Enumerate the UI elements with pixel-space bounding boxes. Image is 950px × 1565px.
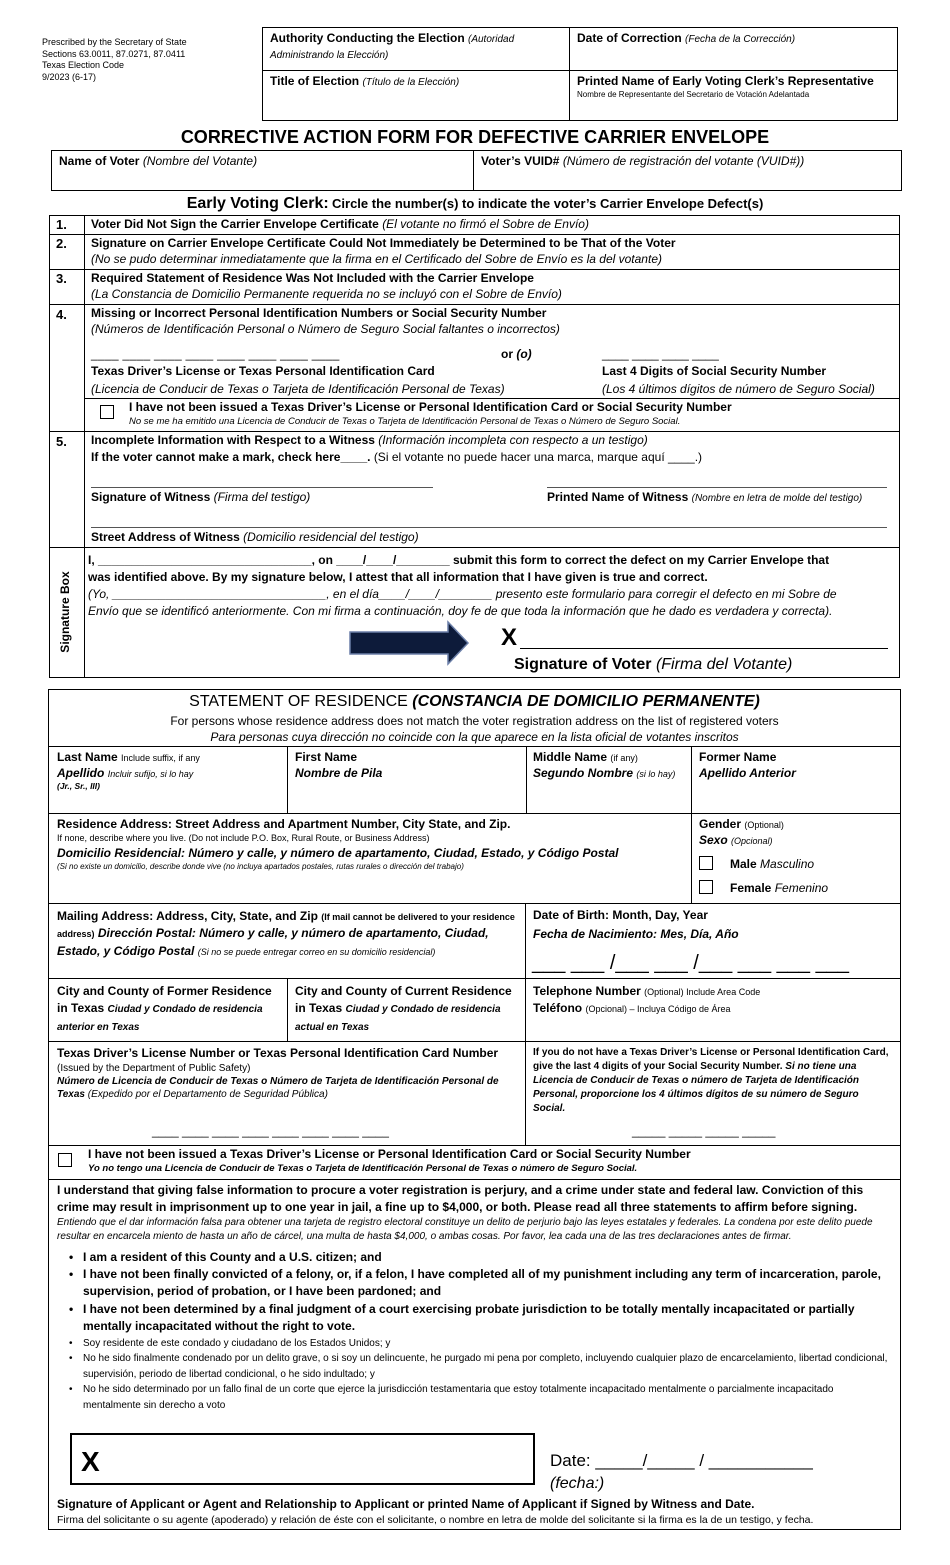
witness-street-label <box>91 530 419 546</box>
voter-signature-line[interactable] <box>520 648 888 649</box>
last-name-field[interactable] <box>50 747 286 795</box>
authority-field[interactable] <box>263 28 569 65</box>
attestation-line-1[interactable]: I, ________________________________, on ____/____/________ submit this form to correct the defect on my Carrier Envelope that <box>88 553 830 567</box>
residence-address-note: If none, describe where you live. (Do not include P.O. Box, Rural Route, or Business Address) <box>57 832 430 843</box>
former-name-label: Former Name <box>699 750 777 764</box>
dob-field[interactable] <box>526 905 900 945</box>
sor-subtitle-es: Para personas cuya dirección no coincide con la que aparece en la lista oficial de votantes inscritos <box>210 730 739 744</box>
current-city-label: City and County of Current Residence in Texas <box>295 984 512 1016</box>
sor-dl-note: (Issued by the Department of Public Safety) <box>57 1062 251 1074</box>
former-city-label: City and County of Former Residence in Texas <box>57 984 272 1016</box>
sor-subtitle: For persons whose residence address does not match the voter registration address on the list of registered voters <box>170 714 779 728</box>
gender-label-es: Sexo <box>699 832 728 847</box>
voter-signature-label <box>514 655 792 676</box>
authority-label-es: (Autoridad Administrando la Elección) <box>270 34 515 61</box>
prescribed-line: 9/2023 (6-17) <box>42 71 97 82</box>
defect-4-no-id <box>129 400 732 428</box>
defect-4-text-es: (Números de Identificación Personal o Número de Seguro Social faltantes o incorrectos) <box>91 321 560 336</box>
mailing-address-label-es: Dirección Postal: Número y calle, y número de apartamento, Ciudad, Estado, y Código Postal <box>57 926 489 958</box>
title-election-field[interactable] <box>263 71 569 93</box>
clerk-instruction <box>0 194 950 215</box>
sor-ssn-field[interactable] <box>526 1043 900 1119</box>
defect-5-text: Incomplete Information with Respect to a Witness <box>91 433 375 447</box>
voter-name-label-es: (Nombre del Votante) <box>142 154 258 168</box>
phone-label-es: Teléfono <box>533 1001 583 1016</box>
male-label: Male <box>730 857 757 871</box>
gender-field <box>692 814 900 851</box>
first-name-field[interactable] <box>288 747 525 784</box>
dob-blanks[interactable]: ___ ___ /___ ___ /___ ___ ___ ___ <box>532 952 849 974</box>
affirmation-item-es: • No he sido finalmente condenado por un delito grave, o si soy un delincuente, he purgado mi pena por completo, incluyendo cualquier plazo de encarcelamiento, libertad condicional, supervisión, periodo de libertad condicional, o he sido indultado; y <box>57 1351 889 1382</box>
last-name-note: Include suffix, if any <box>121 753 200 763</box>
gender-label: Gender <box>699 817 742 831</box>
witness-street-text: Street Address of Witness <box>91 530 240 544</box>
authority-label: Authority Conducting the Election <box>270 31 465 45</box>
residence-address-field[interactable] <box>50 814 690 875</box>
title-election-label: Title of Election <box>270 74 360 88</box>
defect-4-no-id-checkbox[interactable] <box>100 405 114 419</box>
sor-no-id <box>88 1147 691 1175</box>
or-label: or <box>501 347 513 361</box>
prescribed-line: Sections 63.0011, 87.0271, 87.0411 <box>42 48 186 59</box>
affirmations-en <box>57 1249 889 1336</box>
male-option <box>730 857 814 873</box>
sor-title <box>48 692 901 713</box>
affirmation-item-es: • No he sido determinado por un fallo final de un corte que ejerce la jurisdicción testamentaria que estoy totalmente incapacitado mentalmente o parcialmente incapacitado mentalmente sin derecho a voto <box>57 1382 889 1413</box>
defect-5-mark[interactable] <box>91 450 702 466</box>
defect-4-ssn-blanks[interactable]: ____ ____ ____ ____ <box>602 347 719 361</box>
former-city-label-es: Ciudad y Condado de residencia anterior en Texas <box>57 1004 263 1033</box>
prescribed-notice <box>42 37 242 83</box>
residence-address-label-es: Domicilio Residencial: Número y calle, y número de apartamento, Ciudad, Estado, y Código Postal <box>57 846 619 861</box>
mailing-address-label: Mailing Address: Address, City, State, and Zip <box>57 909 318 923</box>
witness-signature-label <box>91 490 310 506</box>
perjury-text: I understand that giving false information to procure a voter registration is perjury, and a crime under state and federal law. Conviction of this crime may result in imprisonment up to one year in jail, a fine up to $4,000, or both. Please read all three statements to affirm before signing. <box>57 1183 864 1214</box>
defect-2 <box>91 236 898 267</box>
last-name-label-es: Apellido <box>57 765 105 780</box>
witness-street-line[interactable] <box>91 527 887 528</box>
phone-note: (Optional) Include Area Code <box>644 987 761 997</box>
current-city-label-es: Ciudad y Condado de residencia actual en Texas <box>295 1004 501 1033</box>
voter-name-field[interactable] <box>52 151 472 173</box>
defect-4 <box>91 306 898 337</box>
perjury-statement <box>57 1182 889 1413</box>
vuid-label-es: (Número de registración del votante (VUID#)) <box>562 154 805 168</box>
current-residence-city-field[interactable] <box>288 980 524 1038</box>
witness-printed-name-line[interactable] <box>547 487 887 488</box>
telephone-field[interactable] <box>526 980 900 1021</box>
witness-printed-name-label <box>547 490 862 506</box>
female-label: Female <box>730 881 772 895</box>
sor-ssn-text-es: Si no tiene una Licencia de Conducir de Texas o número de Tarjeta de Identificación Personal, proporcione los 4 últimos dígitos de su número de Seguro Social. <box>533 1061 860 1114</box>
last-name-note-es: Incluir sufijo, si lo hay <box>107 768 194 779</box>
defect-3 <box>91 271 898 302</box>
mailing-address-note-es: (Si no se puede entregar correo en su domicilio residencial) <box>197 946 436 957</box>
printed-name-rep-label: Printed Name of Early Voting Clerk’s Representative <box>577 74 874 88</box>
affirmations-es <box>57 1336 889 1414</box>
witness-printed-name-text: Printed Name of Witness <box>547 490 689 504</box>
sor-dl-label-es: Número de Licencia de Conducir de Texas o Número de Tarjeta de Identificación Personal de Texas <box>57 1075 499 1100</box>
sor-title-text-es: (CONSTANCIA DE DOMICILIO PERMANENTE) <box>412 693 760 710</box>
middle-name-label: Middle Name <box>533 750 608 764</box>
witness-signature-text-es: (Firma del testigo) <box>213 490 311 504</box>
defect-4-or <box>501 347 532 363</box>
female-checkbox[interactable] <box>699 880 713 894</box>
defect-4-no-id-text: I have not been issued a Texas Driver’s License or Personal Identification Card or Social Security Number <box>129 400 732 414</box>
former-name-field[interactable] <box>692 747 900 784</box>
voter-name-label: Name of Voter <box>59 154 140 168</box>
defect-5 <box>91 433 898 449</box>
signature-box-label: Signature Box <box>58 571 73 653</box>
sor-dl-label: Texas Driver’s License Number or Texas Personal Identification Card Number <box>57 1046 499 1060</box>
last-name-suffix: (Jr., Sr., III) <box>57 781 100 792</box>
defect-5-mark-text-es: (Si el votante no puede hacer una marca, marque aquí ____.) <box>373 450 703 464</box>
applicant-date-line[interactable]: Date: _____/_____ / ___________ <box>550 1451 813 1470</box>
female-option <box>730 881 828 897</box>
printed-name-rep-field[interactable] <box>570 71 897 103</box>
gender-note-es: (Opcional) <box>731 835 773 846</box>
clerk-instruction-text: Circle the number(s) to indicate the voter’s Carrier Envelope Defect(s) <box>332 196 764 211</box>
male-label-es: Masculino <box>760 857 815 871</box>
witness-signature-text: Signature of Witness <box>91 490 211 504</box>
affirmation-item: • I have not been finally convicted of a felony, or, if a felon, I have completed all of my punishment including any term of incarceration, parole, supervision, period of probation, or I have been pardoned; and <box>57 1266 889 1301</box>
former-residence-city-field[interactable] <box>50 980 286 1038</box>
sor-dl-blanks[interactable]: ____ ____ ____ ____ ____ ____ ____ ____ <box>152 1124 389 1138</box>
witness-street-text-es: (Domicilio residencial del testigo) <box>243 530 419 544</box>
defect-4-dl-label: Texas Driver’s License or Texas Personal Identification Card <box>91 364 435 378</box>
applicant-signature-caption: Signature of Applicant or Agent and Relationship to Applicant or printed Name of Applicant if Signed by Witness and Date. <box>57 1497 755 1511</box>
perjury-text-es: Entiendo que el dar información falsa para obtener una tarjeta de registro electoral constituye un delito de perjurio bajo las leyes estatales y federales. La condena por este delito puede resultar en encarcela miento de hasta un año de cárcel, una multa de hasta $4,000, o ambas cosas. Por favor, lea cada una de las tres declaraciones antes de firmar. <box>57 1216 873 1243</box>
phone-note-es: (Opcional) – Incluya Código de Área <box>585 1004 731 1015</box>
defect-1-text-es: (El votante no firmó el Sobre de Envío) <box>382 217 589 231</box>
affirmation-item: • I am a resident of this County and a U.S. citizen; and <box>57 1249 889 1266</box>
defect-4-dl-blanks[interactable]: ____ ____ ____ ____ ____ ____ ____ ____ <box>91 347 340 361</box>
voter-signature-x: X <box>501 624 518 651</box>
affirmation-item-es: • Soy residente de este condado y ciudadano de los Estados Unidos; y <box>57 1336 889 1352</box>
dob-label: Date of Birth: Month, Day, Year <box>533 908 708 922</box>
middle-name-note-es: (si lo hay) <box>636 768 676 779</box>
first-name-label: First Name <box>295 750 358 764</box>
defect-3-text: Required Statement of Residence Was Not Included with the Carrier Envelope <box>91 271 534 285</box>
defect-5-number[interactable]: 5. <box>56 434 67 449</box>
applicant-signature-x: X <box>81 1446 100 1477</box>
sor-title-text: STATEMENT OF RESIDENCE <box>189 693 408 710</box>
affirmation-item: • I have not been determined by a final judgment of a court exercising probate jurisdiction to be totally mentally incapacitated or partially mentally incapacitated without the right to vote. <box>57 1301 889 1336</box>
prescribed-line: Prescribed by the Secretary of State <box>42 37 187 47</box>
clerk-instruction-lead: Early Voting Clerk: <box>186 195 329 212</box>
applicant-date-label-es: (fecha:) <box>550 1475 605 1492</box>
date-correction-label-es: (Fecha de la Corrección) <box>685 34 796 45</box>
residence-address-note-es: (Si no existe un domicilio, describe donde vive (no incluya apartados postales, rutas rurales o dirección del trabajo) <box>57 861 464 871</box>
defect-3-number[interactable]: 3. <box>56 271 67 286</box>
defect-4-dl-label-es: (Licencia de Conducir de Texas o Tarjeta de Identificación Personal de Texas) <box>91 382 505 396</box>
voter-vuid-field[interactable] <box>474 151 901 173</box>
applicant-signature-caption-es: Firma del solicitante o su agente (apoderado) y relación de éste con el solicitante, o nombre en letra de molde del solicitante si la firma es la de un testigo, y fecha. <box>57 1514 814 1526</box>
vuid-label: Voter’s VUID# <box>481 154 560 168</box>
female-label-es: Femenino <box>774 881 829 895</box>
title-election-label-es: (Título de la Elección) <box>362 77 460 88</box>
witness-signature-line[interactable] <box>91 487 433 488</box>
defect-5-mark-text: If the voter cannot make a mark, check here____. <box>91 450 371 464</box>
phone-label: Telephone Number <box>533 984 641 998</box>
last-name-label: Last Name <box>57 750 118 764</box>
defect-2-text: Signature on Carrier Envelope Certificate Could Not Immediately be Determined to be That of the Voter <box>91 236 676 250</box>
applicant-signature-box[interactable] <box>70 1433 535 1485</box>
mailing-address-field[interactable] <box>50 905 524 963</box>
defect-4-text: Missing or Incorrect Personal Identification Numbers or Social Security Number <box>91 306 547 320</box>
sor-ssn-blanks[interactable]: _____ _____ _____ _____ <box>632 1124 776 1138</box>
defect-4-number[interactable]: 4. <box>56 307 67 322</box>
defect-1-number[interactable]: 1. <box>56 217 67 232</box>
sor-no-id-checkbox[interactable] <box>58 1153 72 1167</box>
defect-4-ssn-label: Last 4 Digits of Social Security Number <box>602 364 827 378</box>
prescribed-line: Texas Election Code <box>42 60 125 71</box>
date-correction-field[interactable] <box>570 28 897 50</box>
defect-1 <box>91 217 898 233</box>
residence-address-label: Residence Address: Street Address and Apartment Number, City State, and Zip. <box>57 817 511 831</box>
defect-3-text-es: (La Constancia de Domicilio Permanente requerida no se incluyó con el Sobre de Envío) <box>91 286 562 301</box>
defect-2-text-es: (No se pudo determinar inmediatamente que la firma en el Certificado del Sobre de Envío es la del votante) <box>91 251 662 266</box>
signature-attestation <box>88 552 888 620</box>
defect-4-no-id-text-es: No se me ha emitido una Licencia de Conducir de Texas o Tarjeta de Identificación Personal de Texas o Número de Seguro Social. <box>129 415 681 427</box>
former-name-label-es: Apellido Anterior <box>699 765 796 780</box>
attestation-line-4: Envío que se identificó anteriormente. Con mi firma a continuación, doy fe de que toda la información que he dado es verdadera y correcta). <box>88 604 833 619</box>
voter-signature-text-es: (Firma del Votante) <box>655 656 793 673</box>
middle-name-note: (if any) <box>610 753 638 763</box>
attestation-line-3[interactable]: (Yo, ________________________________, en el día____/____/________ presento este formulario para corregir el defecto en mi Sobre de <box>88 587 837 602</box>
mailing-address-note: (If mail cannot be delivered to your residence address) <box>57 912 515 940</box>
gender-note: (Optional) <box>744 820 784 830</box>
date-correction-label: Date of Correction <box>577 31 682 45</box>
dob-label-es: Fecha de Nacimiento: Mes, Día, Año <box>533 926 739 941</box>
witness-printed-name-text-es: (Nombre en letra de molde del testigo) <box>691 493 863 504</box>
male-checkbox[interactable] <box>699 856 713 870</box>
sor-dl-note-es: (Expedido por el Departamento de Seguridad Pública) <box>87 1088 328 1100</box>
arrow-right-icon <box>348 620 472 666</box>
sor-ssn-text: If you do not have a Texas Driver’s License or Personal Identification Card, give the last 4 digits of your Social Security Number. <box>533 1047 889 1072</box>
sor-no-id-text: I have not been issued a Texas Driver’s License or Personal Identification Card or Social Security Number <box>88 1147 691 1161</box>
attestation-line-2: was identified above. By my signature below, I attest that all information that I have given is true and correct. <box>88 570 708 585</box>
voter-signature-text: Signature of Voter <box>514 656 652 673</box>
defect-2-number[interactable]: 2. <box>56 236 67 251</box>
middle-name-label-es: Segundo Nombre <box>533 765 634 780</box>
defect-1-text: Voter Did Not Sign the Carrier Envelope Certificate <box>91 217 379 231</box>
or-label-es: (o) <box>516 347 532 361</box>
sor-no-id-text-es: Yo no tengo una Licencia de Conducir de Texas o Tarjeta de Identificación Personal de Texas o número de Seguro Social. <box>88 1162 638 1174</box>
sor-dl-field[interactable] <box>50 1043 524 1104</box>
form-title: CORRECTIVE ACTION FORM FOR DEFECTIVE CARRIER ENVELOPE <box>180 127 770 147</box>
defect-4-ssn-label-es: (Los 4 últimos dígitos de número de Seguro Social) <box>602 382 875 396</box>
printed-name-rep-label-es: Nombre de Representante del Secretario de Votación Adelantada <box>577 89 810 99</box>
defect-5-text-es: (Información incompleta con respecto a un testigo) <box>378 433 648 447</box>
first-name-label-es: Nombre de Pila <box>295 765 383 780</box>
middle-name-field[interactable] <box>526 747 691 784</box>
